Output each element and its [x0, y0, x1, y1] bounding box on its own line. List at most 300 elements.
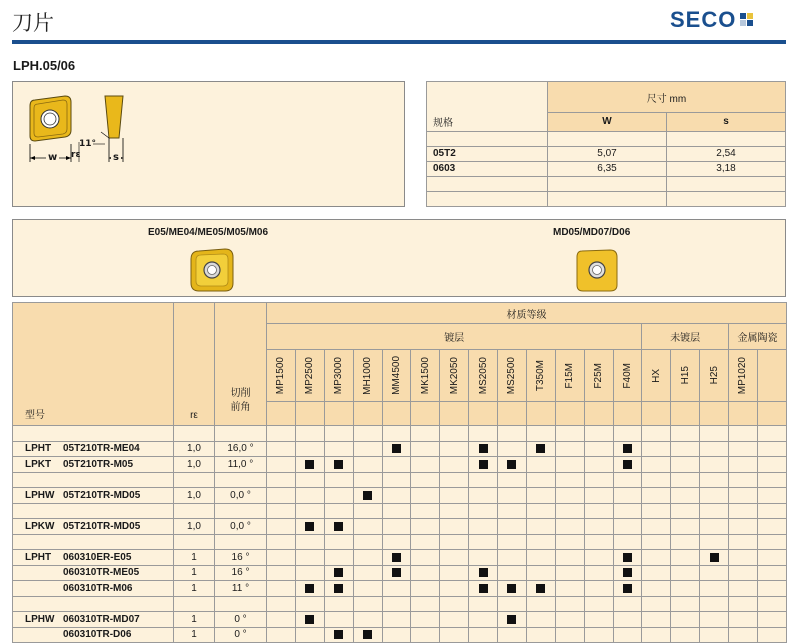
table-row: [13, 441, 787, 457]
grade-cell: [353, 581, 382, 597]
insert-type: LPKW: [25, 520, 55, 532]
grade-cell: [526, 565, 555, 581]
available-mark-icon: [623, 568, 632, 577]
grade-cell: [382, 627, 411, 643]
grade-cell: [584, 488, 613, 504]
insert-code: 05T210TR-M05: [63, 458, 134, 470]
grade-cell: [411, 550, 440, 566]
rake-angle: 0 °: [215, 612, 267, 628]
grade-cell: [526, 488, 555, 504]
page-title: 刀片: [12, 11, 54, 35]
grade-cell: [267, 441, 296, 457]
grade-cell: [757, 550, 786, 566]
insert-designation: [13, 565, 174, 581]
grade-cell: [729, 627, 758, 643]
grade-cell: [411, 488, 440, 504]
grade-cell: [267, 581, 296, 597]
grade-header: [700, 350, 729, 402]
grade-label: F15M: [564, 362, 576, 389]
grade-header: [526, 350, 555, 402]
insert-designation: [13, 581, 174, 597]
grade-cell: [700, 550, 729, 566]
grade-cell: [353, 441, 382, 457]
grade-cell: [469, 488, 498, 504]
grade-cell: [498, 550, 527, 566]
grade-cell: [613, 488, 642, 504]
grade-cell: [757, 627, 786, 643]
dim-label-angle: 11°: [79, 139, 97, 149]
corner-radius: 1: [174, 612, 215, 628]
insert-type: LPHW: [25, 489, 55, 501]
available-mark-icon: [305, 615, 314, 624]
grade-cell: [555, 519, 584, 535]
grade-cell: [440, 612, 469, 628]
col-s-header: s: [667, 113, 786, 131]
available-mark-icon: [363, 630, 372, 639]
grade-cell: [642, 488, 671, 504]
insert-type: LPHT: [25, 551, 52, 563]
insert-designation: [13, 550, 174, 566]
rake-angle: 16,0 °: [215, 441, 267, 457]
grade-header: [440, 350, 469, 402]
grade-cell: [526, 550, 555, 566]
grade-cell: [757, 581, 786, 597]
seco-logo: [670, 8, 754, 32]
grade-cell: [671, 441, 700, 457]
grade-cell: [382, 488, 411, 504]
grade-cell: [353, 565, 382, 581]
logo-text: SECO: [670, 7, 737, 32]
grade-cell: [671, 519, 700, 535]
insert-designation: [13, 488, 174, 504]
logo-mark-icon: [740, 13, 754, 27]
spacer-row: [13, 472, 787, 488]
grade-cell: [353, 627, 382, 643]
grade-header: [295, 350, 324, 402]
available-mark-icon: [392, 568, 401, 577]
grade-cell: [729, 519, 758, 535]
grade-cell: [498, 627, 527, 643]
spec-label: 规格: [427, 113, 548, 131]
grade-cell: [411, 441, 440, 457]
grade-label: MM4500: [390, 356, 402, 395]
grade-cell: [440, 550, 469, 566]
grade-header: [353, 350, 382, 402]
grade-header: [382, 350, 411, 402]
grade-cell: [267, 457, 296, 473]
insert-code: 05T210TR-MD05: [63, 520, 141, 532]
grade-label: MK1500: [419, 356, 431, 395]
col-w-header: W: [548, 113, 667, 131]
grade-cell: [469, 457, 498, 473]
grade-cell: [584, 550, 613, 566]
table-row: [13, 519, 787, 535]
grade-cell: [526, 519, 555, 535]
grade-cell: [613, 457, 642, 473]
grade-cell: [584, 457, 613, 473]
spacer-row: [13, 596, 787, 612]
table-row: 05T2 5,07 2,54: [427, 146, 786, 161]
insert-designation: [13, 627, 174, 643]
grade-cell: [295, 488, 324, 504]
grade-cell: [555, 627, 584, 643]
insert-code: 05T210TR-ME04: [63, 443, 140, 455]
available-mark-icon: [479, 444, 488, 453]
grade-cell: [267, 612, 296, 628]
grade-cell: [700, 441, 729, 457]
available-mark-icon: [623, 460, 632, 469]
grade-cell: [295, 565, 324, 581]
grade-cell: [526, 581, 555, 597]
grade-cell: [267, 627, 296, 643]
grade-cell: [671, 581, 700, 597]
grade-cell: [642, 441, 671, 457]
grade-cell: [469, 612, 498, 628]
grade-cell: [757, 488, 786, 504]
available-mark-icon: [507, 615, 516, 624]
available-mark-icon: [479, 568, 488, 577]
table-row: [13, 565, 787, 581]
insert-e05-image: [189, 247, 235, 293]
grade-cell: [757, 441, 786, 457]
insert-code: 060310TR-D06: [63, 629, 132, 641]
grade-cell: [382, 457, 411, 473]
grade-cell: [642, 612, 671, 628]
grade-cell: [382, 565, 411, 581]
grade-cell: [469, 565, 498, 581]
grade-cell: [411, 581, 440, 597]
rake-angle: 16 °: [215, 565, 267, 581]
available-mark-icon: [710, 553, 719, 562]
grade-cell: [440, 565, 469, 581]
grade-cell: [613, 612, 642, 628]
grade-cell: [324, 550, 353, 566]
insert-type: LPKT: [25, 458, 52, 470]
grade-cell: [295, 627, 324, 643]
available-mark-icon: [479, 584, 488, 593]
grade-cell: [642, 581, 671, 597]
grade-cell: [584, 581, 613, 597]
grade-header: [671, 350, 700, 402]
grade-cell: [671, 627, 700, 643]
grade-cell: [295, 519, 324, 535]
col-re-header: rε: [174, 303, 215, 426]
grade-cell: [555, 612, 584, 628]
grade-cell: [498, 581, 527, 597]
grade-cell: [295, 550, 324, 566]
grade-cell: [469, 550, 498, 566]
grade-cell: [642, 627, 671, 643]
grade-cell: [498, 565, 527, 581]
available-mark-icon: [334, 630, 343, 639]
insert-type-left-label: E05/ME04/ME05/M05/M06: [148, 227, 269, 238]
corner-radius: 1,0: [174, 457, 215, 473]
grade-cell: [613, 565, 642, 581]
table-row: [13, 457, 787, 473]
grade-cell: [584, 612, 613, 628]
table-row: [13, 627, 787, 643]
grade-label: MP1500: [275, 356, 287, 395]
available-mark-icon: [334, 522, 343, 531]
corner-radius: 1: [174, 627, 215, 643]
grade-header: [469, 350, 498, 402]
grade-cell: [267, 488, 296, 504]
grade-cell: [671, 565, 700, 581]
available-mark-icon: [507, 584, 516, 593]
grade-cell: [267, 550, 296, 566]
grade-cell: [729, 612, 758, 628]
grade-cell: [700, 457, 729, 473]
grade-cell: [382, 550, 411, 566]
col-type-header: 型号: [13, 303, 174, 426]
grade-cell: [324, 627, 353, 643]
grade-cell: [757, 565, 786, 581]
grade-label: H15: [679, 366, 691, 385]
rake-angle: 0,0 °: [215, 488, 267, 504]
grade-cell: [729, 550, 758, 566]
grade-label: F25M: [593, 362, 605, 389]
grade-cell: [295, 581, 324, 597]
grade-cell: [267, 565, 296, 581]
grade-cell: [382, 581, 411, 597]
insert-code: 060310TR-MD07: [63, 613, 140, 625]
grade-cell: [584, 565, 613, 581]
grade-cell: [729, 441, 758, 457]
rake-angle: 16 °: [215, 550, 267, 566]
grade-cell: [671, 457, 700, 473]
grade-cell: [498, 519, 527, 535]
corner-radius: 1: [174, 550, 215, 566]
grade-cell: [584, 441, 613, 457]
grade-label: MS2050: [477, 356, 489, 395]
grade-cell: [324, 488, 353, 504]
grade-cell: [555, 457, 584, 473]
corner-radius: 1,0: [174, 488, 215, 504]
grade-cell: [382, 519, 411, 535]
grade-cell: [440, 441, 469, 457]
insert-code: 060310TR-M06: [63, 582, 133, 594]
available-mark-icon: [623, 584, 632, 593]
size-table: [426, 81, 786, 207]
grade-header: [498, 350, 527, 402]
available-mark-icon: [536, 584, 545, 593]
grade-cell: [353, 457, 382, 473]
grade-cell: [671, 550, 700, 566]
grade-label: MP2500: [304, 356, 316, 395]
grade-cell: [613, 519, 642, 535]
grade-table: [12, 302, 787, 643]
insert-code: 05T210TR-MD05: [63, 489, 141, 501]
grade-cell: [642, 565, 671, 581]
grade-cell: [498, 488, 527, 504]
grade-cell: [295, 457, 324, 473]
grade-cell: [757, 612, 786, 628]
grade-label: F40M: [621, 362, 633, 389]
grade-cell: [584, 627, 613, 643]
grade-header: [642, 350, 671, 402]
table-row: [13, 488, 787, 504]
grade-cell: [440, 488, 469, 504]
grade-label: H25: [708, 366, 720, 385]
table-row: 0603 6,35 3,18: [427, 161, 786, 176]
grade-header: [411, 350, 440, 402]
grade-cell: [324, 519, 353, 535]
available-mark-icon: [392, 553, 401, 562]
grade-cell: [411, 519, 440, 535]
grade-cell: [729, 581, 758, 597]
grade-cell: [324, 441, 353, 457]
grade-label: MS2500: [506, 356, 518, 395]
grade-cell: [642, 519, 671, 535]
grade-header: [555, 350, 584, 402]
grade-cell: [700, 519, 729, 535]
cermet-header: 金属陶瓷: [729, 324, 787, 350]
grade-cell: [469, 627, 498, 643]
grade-label: MP3000: [333, 356, 345, 395]
rake-angle: 0,0 °: [215, 519, 267, 535]
grade-label: MH1000: [362, 356, 374, 395]
available-mark-icon: [479, 460, 488, 469]
dim-label-re: rε: [71, 150, 81, 160]
insert-type-right-label: MD05/MD07/D06: [553, 227, 631, 238]
grade-cell: [613, 550, 642, 566]
grade-label: HX: [650, 368, 662, 383]
grade-cell: [498, 457, 527, 473]
grade-cell: [729, 565, 758, 581]
grade-cell: [555, 550, 584, 566]
grade-cell: [700, 581, 729, 597]
grade-cell: [729, 488, 758, 504]
spacer-row: [13, 534, 787, 550]
grade-cell: [295, 612, 324, 628]
insert-types-panel: [12, 219, 786, 297]
insert-designation: [13, 457, 174, 473]
available-mark-icon: [363, 491, 372, 500]
grade-cell: [411, 627, 440, 643]
grade-cell: [498, 441, 527, 457]
grade-cell: [440, 519, 469, 535]
grade-cell: [382, 612, 411, 628]
grade-cell: [469, 441, 498, 457]
grade-cell: [440, 627, 469, 643]
uncoated-header: 未镀层: [642, 324, 729, 350]
available-mark-icon: [334, 460, 343, 469]
grade-cell: [353, 612, 382, 628]
grade-cell: [353, 519, 382, 535]
coated-header: 镀层: [267, 324, 642, 350]
grade-cell: [700, 627, 729, 643]
grade-cell: [353, 488, 382, 504]
insert-md05-image: [574, 247, 620, 293]
grade-cell: [757, 519, 786, 535]
corner-radius: 1,0: [174, 519, 215, 535]
insert-code: 060310ER-E05: [63, 551, 132, 563]
grade-label: T350M: [535, 359, 547, 392]
grade-header: [584, 350, 613, 402]
insert-type: LPHT: [25, 443, 52, 455]
grade-cell: [382, 441, 411, 457]
grade-cell: [295, 441, 324, 457]
grade-cell: [671, 612, 700, 628]
grade-cell: [555, 581, 584, 597]
grade-cell: [526, 612, 555, 628]
available-mark-icon: [623, 553, 632, 562]
grade-cell: [671, 488, 700, 504]
grade-cell: [411, 457, 440, 473]
grade-cell: [324, 565, 353, 581]
dim-label-s: s: [113, 152, 119, 163]
grade-cell: [555, 565, 584, 581]
available-mark-icon: [392, 444, 401, 453]
grade-cell: [700, 565, 729, 581]
grade-cell: [700, 488, 729, 504]
grade-cell: [498, 612, 527, 628]
table-row: [13, 581, 787, 597]
available-mark-icon: [334, 568, 343, 577]
grade-header: [267, 350, 296, 402]
grade-cell: [440, 581, 469, 597]
grade-cell: [469, 519, 498, 535]
rake-angle: 11 °: [215, 581, 267, 597]
insert-code: 060310TR-ME05: [63, 567, 140, 579]
grade-cell: [440, 457, 469, 473]
insert-type: LPHW: [25, 613, 55, 625]
dimension-diagram-panel: [12, 81, 405, 207]
grade-cell: [411, 612, 440, 628]
grade-cell: [324, 612, 353, 628]
grade-cell: [324, 457, 353, 473]
insert-designation: [13, 612, 174, 628]
insert-designation: [13, 441, 174, 457]
available-mark-icon: [507, 460, 516, 469]
grade-header: [324, 350, 353, 402]
grade-cell: [411, 565, 440, 581]
header-rule: [12, 40, 786, 44]
grade-header: [729, 350, 758, 402]
corner-radius: 1: [174, 565, 215, 581]
available-mark-icon: [623, 444, 632, 453]
available-mark-icon: [305, 460, 314, 469]
grade-label: MK2050: [448, 356, 460, 395]
grade-cell: [613, 627, 642, 643]
grade-cell: [584, 519, 613, 535]
grade-cell: [526, 627, 555, 643]
model-code: LPH.05/06: [13, 58, 76, 73]
spacer-row: [13, 503, 787, 519]
grade-group-header: 材质等级: [267, 303, 787, 324]
grade-cell: [267, 519, 296, 535]
available-mark-icon: [305, 522, 314, 531]
grade-cell: [613, 441, 642, 457]
table-row: [13, 612, 787, 628]
grade-label: MP1020: [737, 356, 749, 395]
grade-cell: [526, 441, 555, 457]
insert-dimension-drawing: [13, 82, 406, 208]
grade-cell: [526, 457, 555, 473]
grade-header: [613, 350, 642, 402]
table-row: [13, 550, 787, 566]
col-angle-header: 切削 前角: [215, 303, 267, 426]
insert-designation: [13, 519, 174, 535]
size-unit-header: 尺寸 mm: [548, 82, 786, 113]
grade-cell: [642, 457, 671, 473]
available-mark-icon: [305, 584, 314, 593]
grade-cell: [613, 581, 642, 597]
grade-cell: [729, 457, 758, 473]
corner-radius: 1,0: [174, 441, 215, 457]
grade-cell: [642, 550, 671, 566]
available-mark-icon: [334, 584, 343, 593]
